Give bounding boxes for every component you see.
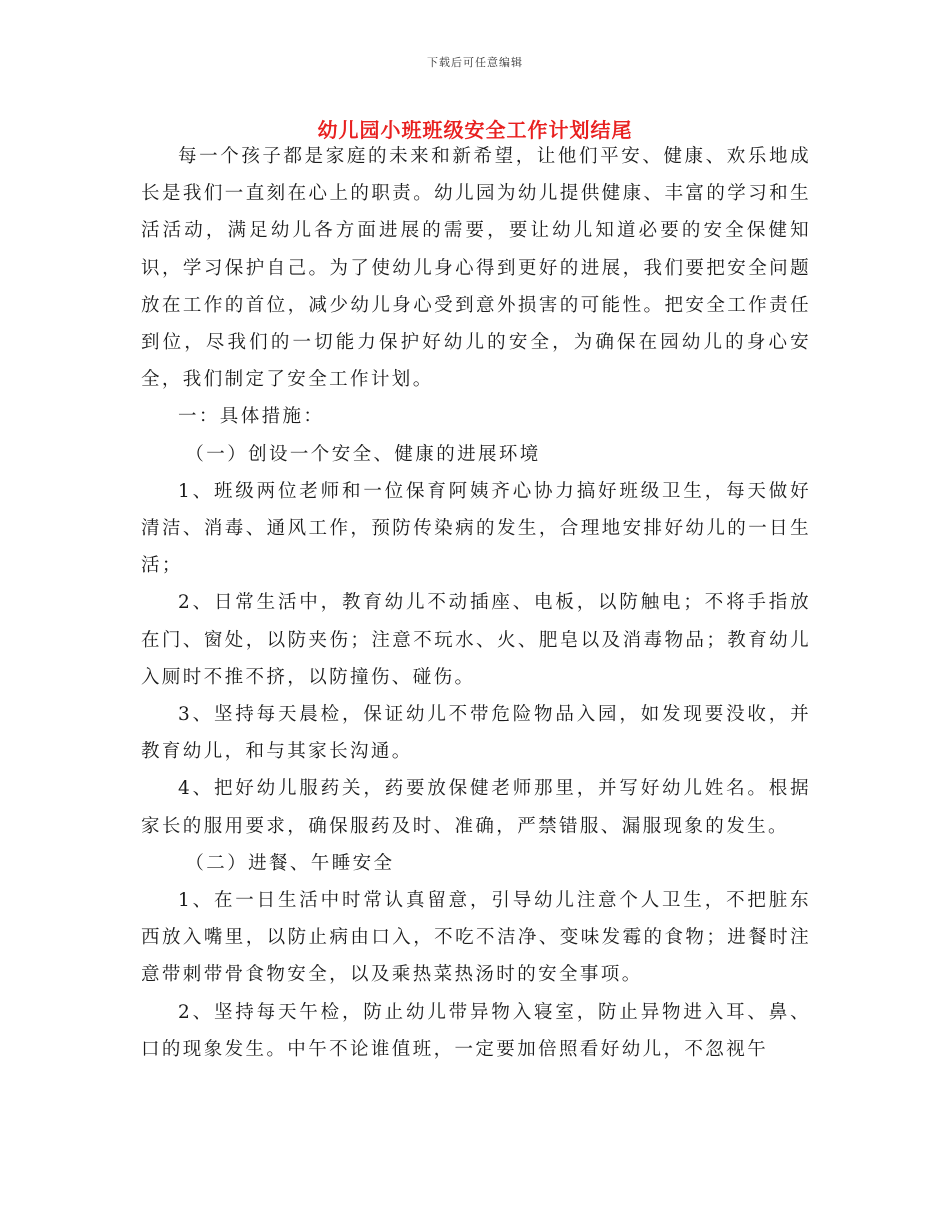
paragraph-item: 2、坚持每天午检，防止幼儿带异物入寝室，防止异物进入耳、鼻、口的现象发生。中午不论谁值班，一定要加倍照看好幼儿，不忽视午 — [141, 1001, 811, 1060]
document-title: 幼儿园小班班级安全工作计划结尾 — [317, 118, 633, 142]
document-body — [141, 138, 811, 1068]
paragraph-item: 4、把好幼儿服药关，药要放保健老师那里，并写好幼儿姓名。根据家长的服用要求，确保服药及时、准确，严禁错服、漏服现象的发生。 — [141, 778, 811, 837]
subsection-heading-meals-naps: （二）进餐、午睡安全 — [185, 852, 395, 874]
paragraph-item: 1、在一日生活中时常认真留意，引导幼儿注意个人卫生，不把脏东西放入嘴里，以防止病由口入，不吃不洁净、变味发霉的食物；进餐时注意带刺带骨食物安全，以及乘热菜热汤时的安全事项。 — [141, 890, 811, 986]
paragraph-item: 3、坚持每天晨检，保证幼儿不带危险物品入园，如发现要没收，并教育幼儿，和与其家长沟通。 — [141, 704, 811, 763]
paragraph-item: 1、班级两位老师和一位保育阿姨齐心协力搞好班级卫生，每天做好清洁、消毒、通风工作，预防传染病的发生，合理地安排好幼儿的一日生活； — [141, 480, 811, 577]
subsection-heading-environment: （一）创设一个安全、健康的进展环境 — [185, 443, 541, 465]
paragraph-intro: 每一个孩子都是家庭的未来和新希望，让他们平安、健康、欢乐地成长是我们一直刻在心上的职责。幼儿园为幼儿提供健康、丰富的学习和生活活动，满足幼儿各方面进展的需要，要让幼儿知道必要的安全保健知识，学习保护自己。为了使幼儿身心得到更好的进展，我们要把安全问题放在工作的首位，减少幼儿身心受到意外损害的可能性。把安全工作责任到位，尽我们的一切能力保护好幼儿的安全，为确保在园幼儿的身心安全，我们制定了安全工作计划。 — [141, 146, 811, 391]
paragraph-item: 2、日常生活中，教育幼儿不动插座、电板，以防触电；不将手指放在门、窗处，以防夹伤；注意不玩水、火、肥皂以及消毒物品；教育幼儿入厕时不推不挤，以防撞伤、碰伤。 — [141, 592, 811, 688]
section-heading-measures: 一：具体措施： — [178, 406, 325, 428]
header-note: 下载后可任意编辑 — [427, 56, 523, 69]
